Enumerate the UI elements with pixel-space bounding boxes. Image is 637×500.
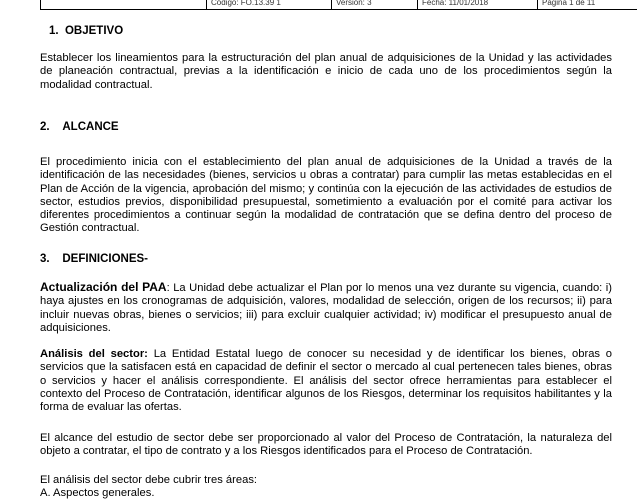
- header-cell-date: Fecha: 11/01/2018: [418, 0, 538, 9]
- area-list-item: A. Aspectos generales.: [40, 487, 155, 499]
- alcance-paragraph: El procedimiento inicia con el establecimiento del plan anual de adquisiciones de la Unidad a través de la identificación de las necesidades (bienes, servicios u obras a contratar) para cumplir las metas establecidas en el Plan de Acción de la vigencia, aprobación del mismo; y continúa con la ejecución de las actividades de estudios de sector, estudios previos, disponibilidad presupuestal, sometimiento a evaluación por el comité para activar los diferentes procedimientos a continuar según la modalidad de contratación que se defina dentro del proceso de Gestión contractual.: [40, 156, 612, 235]
- header-cell-page: Página 1 de 11: [542, 0, 596, 7]
- section-number: 3.: [40, 253, 50, 265]
- definition-term: Actualización del PAA: [40, 280, 167, 294]
- objetivo-paragraph: Establecer los lineamientos para la estructuración del plan anual de adquisiciones de la Unidad y las actividades de planeación contractual, previas a la identificación e inicio de cada uno de los procedimientos según la modalidad contractual.: [40, 52, 612, 91]
- header-cell-version: Versión: 3: [332, 0, 418, 9]
- section-title: OBJETIVO: [64, 25, 124, 37]
- header-cell-code: Código: FO.13.39 1: [207, 0, 332, 9]
- section-number: 1.: [49, 25, 59, 37]
- definition-text: : La Unidad debe actualizar el Plan por lo menos una vez durante su vigencia, cuando: i) haya ajustes en los cronogramas de adquisición, valores, modalidad de selección, origen de los recursos; ii) para incluir nuevas obras, bienes o servicios; iii) para excluir cualquier actividad; iv) modificar el presupuesto anual de adquisiciones.: [40, 282, 612, 334]
- header-cell-logo: [41, 0, 207, 9]
- section-heading-definiciones: [40, 253, 148, 266]
- section-number: 2.: [40, 121, 50, 133]
- areas-intro: El análisis del sector debe cubrir tres áreas:: [40, 474, 258, 486]
- section-heading-alcance: [40, 121, 119, 134]
- section-heading-objetivo: [49, 25, 123, 38]
- definition-term: Análisis del sector:: [40, 348, 148, 360]
- document-header-table: [40, 0, 637, 10]
- section-title: DEFINICIONES-: [62, 253, 148, 265]
- definition-analisis-sector: [40, 348, 612, 414]
- alcance-estudio-paragraph: El alcance del estudio de sector debe ser proporcionado al valor del Proceso de Contratación, la naturaleza del objeto a contratar, el tipo de contrato y a los Riesgos identificados para el Proceso de Contratación.: [40, 432, 612, 458]
- definition-text: La Entidad Estatal luego de conocer su necesidad y de identificar los bienes, obras o servicios que la satisfacen está en capacidad de definir el sector o mercado al cual pertenecen tales bienes, obras o servicios y hacer el análisis correspondiente. El análisis del sector ofrece herramientas para establecer el contexto del Proceso de Contratación, identificar algunos de los Riesgos, determinar los requisitos habilitantes y la forma de evaluar las ofertas.: [40, 348, 613, 414]
- section-title: ALCANCE: [62, 121, 119, 133]
- definition-actualizacion-paa: [40, 281, 612, 335]
